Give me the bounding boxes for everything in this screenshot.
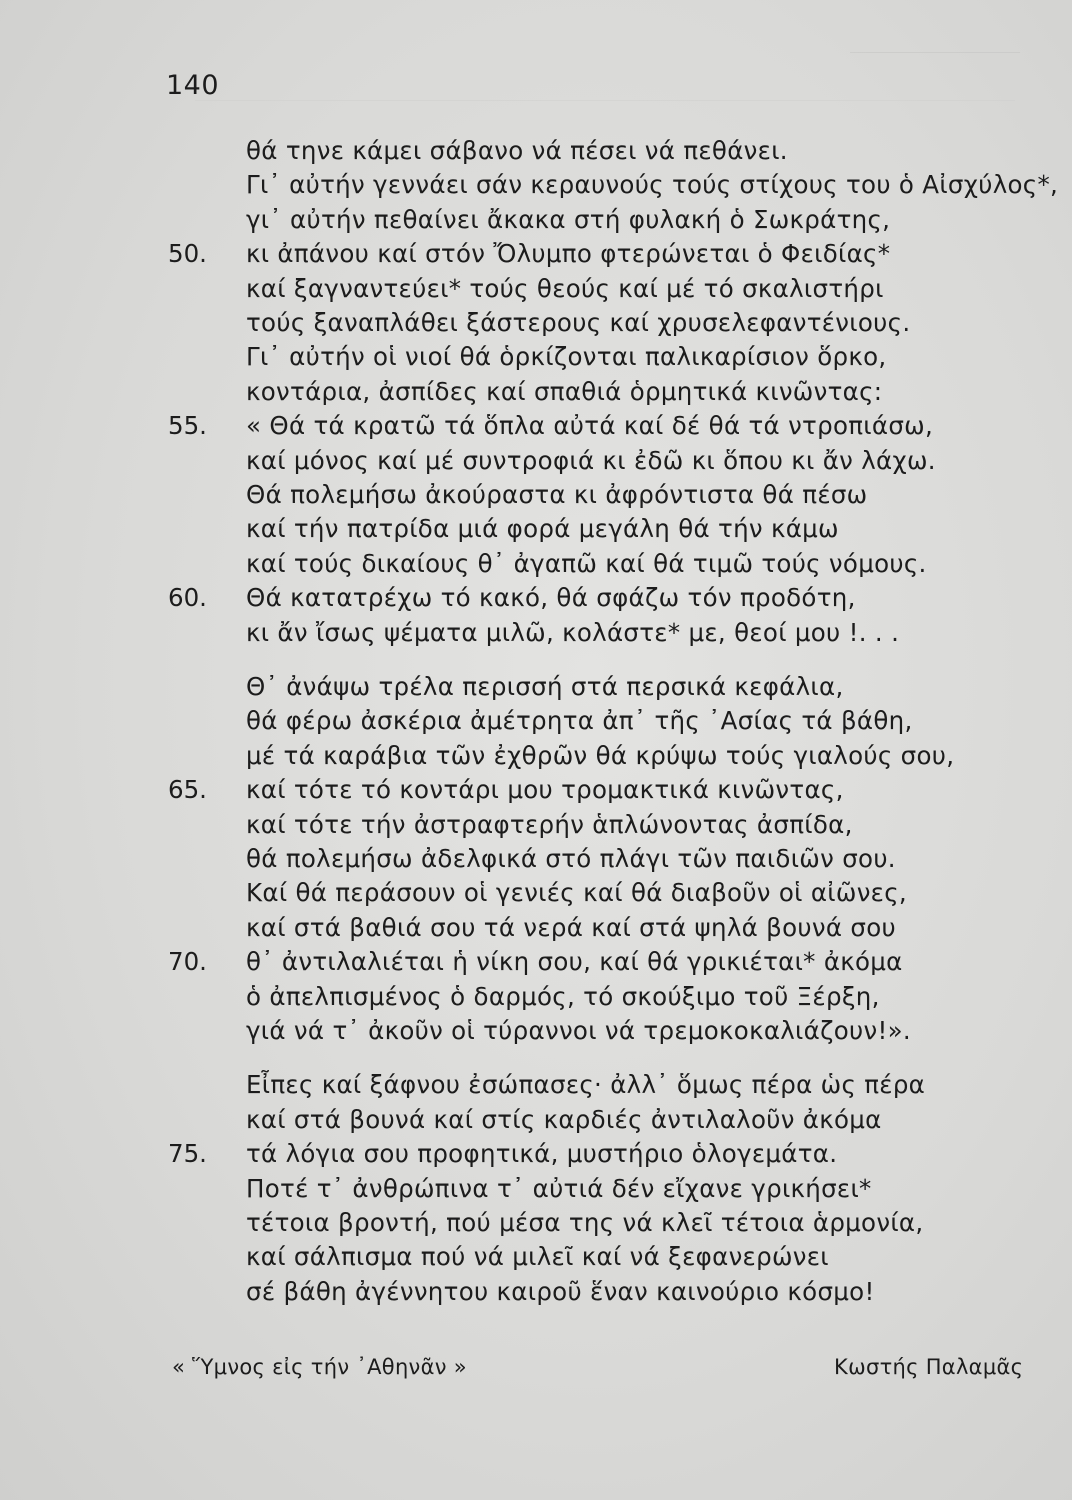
verse-line: καί τήν πατρίδα μιά φορά μεγάλη θά τήν κάμω [246,514,839,544]
verse-line: καί στά βουνά καί στίς καρδιές ἀντιλαλοῦν ἀκόμα [246,1104,882,1134]
line-number: 65. [168,775,207,805]
verse-line: θά τηνε κάμει σάβανο νά πέσει νά πεθάνει. [246,136,788,165]
verse-line: τούς ξαναπλάθει ξάστερους καί χρυσελεφαντένιους. [246,308,911,337]
verse-line: κι ἄν ἴσως ψέματα μιλῶ, κολάστε* με, θεοί μου !. . . [246,617,900,647]
verse-line: Γι᾽ αὐτήν γεννάει σάν κεραυνούς τούς στίχους του ὁ Αἰσχύλος*, [246,170,1059,200]
bleed-through-decoration [195,100,1015,102]
bleed-through-decoration [850,30,1020,53]
verse-line: θά φέρω ἀσκέρια ἀμέτρητα ἀπ᾽ τῆς ᾽Ασίας τά βάθη, [246,706,913,736]
line-number: 55. [168,411,207,441]
verse-line: γι᾽ αὐτήν πεθαίνει ἄκακα στή φυλακή ὁ Σωκράτης, [246,204,891,234]
poem-source-title: « Ὕμνος εἰς τήν ᾽Αθηνᾶν » [172,1355,467,1379]
poem-author: Κωστής Παλαμᾶς [834,1355,1024,1379]
verse-line: καί τότε τήν ἀστραφτερήν ἁπλώνοντας ἀσπίδα, [246,809,853,839]
line-number: 75. [168,1139,207,1169]
verse-line: τέτοια βροντή, πού μέσα της νά κλεῖ τέτοια ἁρμονία, [246,1208,924,1237]
verse-line: μέ τά καράβια τῶν ἐχθρῶν θά κρύψω τούς γιαλούς σου, [246,740,955,770]
verse-line: καί μόνος καί μέ συντροφιά κι ἐδῶ κι ὅπου κι ἄν λάχω. [246,445,936,475]
verse-line: καί στά βαθιά σου τά νερά καί στά ψηλά βουνά σου [246,912,896,942]
verse-line: καί τότε τό κοντάρι μου τρομακτικά κινῶντας, [246,775,844,805]
line-number: 50. [168,239,207,269]
page-number: 140 [166,70,220,101]
verse-line: Ποτέ τ᾽ ἀνθρώπινα τ᾽ αὐτιά δέν εἴχανε γρικήσει* [246,1173,872,1203]
verse-line: Θά κατατρέχω τό κακό, θά σφάζω τόν προδότη, [246,583,856,613]
verse-line: « Θά τά κρατῶ τά ὅπλα αὐτά καί δέ θά τά ντροπιάσω, [246,411,934,441]
verse-line: θά πολεμήσω ἀδελφικά στό πλάγι τῶν παιδιῶν σου. [246,844,896,873]
verse-line: Εἶπες καί ξάφνου ἐσώπασες· ἀλλ᾽ ὅμως πέρα ὡς πέρα [246,1070,926,1100]
verse-line: σέ βάθη ἀγέννητου καιροῦ ἕναν καινούριο κόσμο! [246,1276,875,1306]
verse-line: κι ἀπάνου καί στόν Ὄλυμπο φτερώνεται ὁ Φειδίας* [246,239,891,269]
line-number: 60. [168,583,207,613]
verse-line: θ᾽ ἀντιλαλιέται ἡ νίκη σου, καί θά γρικιέται* ἀκόμα [246,947,903,977]
verse-line: τά λόγια σου προφητικά, μυστήριο ὁλογεμάτα. [246,1139,838,1169]
verse-line: Γι᾽ αὐτήν οἱ νιοί θά ὁρκίζονται παλικαρίσιον ὅρκο, [246,342,887,372]
verse-line: Καί θά περάσουν οἱ γενιές καί θά διαβοῦν οἱ αἰῶνες, [246,878,907,908]
verse-line: Θά πολεμήσω ἀκούραστα κι ἀφρόντιστα θά πέσω [246,480,868,509]
line-number: 70. [168,947,207,977]
verse-line: γιά νά τ᾽ ἀκοῦν οἱ τύραννοι νά τρεμοκοκαλιάζουν!». [246,1016,911,1045]
verse-line: ὁ ἀπελπισμένος ὁ δαρμός, τό σκούξιμο τοῦ Ξέρξη, [246,981,880,1011]
verse-line: καί τούς δικαίους θ᾽ ἀγαπῶ καί θά τιμῶ τούς νόμους. [246,548,927,578]
verse-line: Θ᾽ ἀνάψω τρέλα περισσή στά περσικά κεφάλια, [246,672,844,701]
verse-line: κοντάρια, ἀσπίδες καί σπαθιά ὁρμητικά κινῶντας: [246,376,883,406]
verse-line: καί σάλπισμα πού νά μιλεῖ καί νά ξεφανερώνει [246,1242,829,1272]
verse-line: καί ξαγναντεύει* τούς θεούς καί μέ τό σκαλιστήρι [246,273,884,303]
